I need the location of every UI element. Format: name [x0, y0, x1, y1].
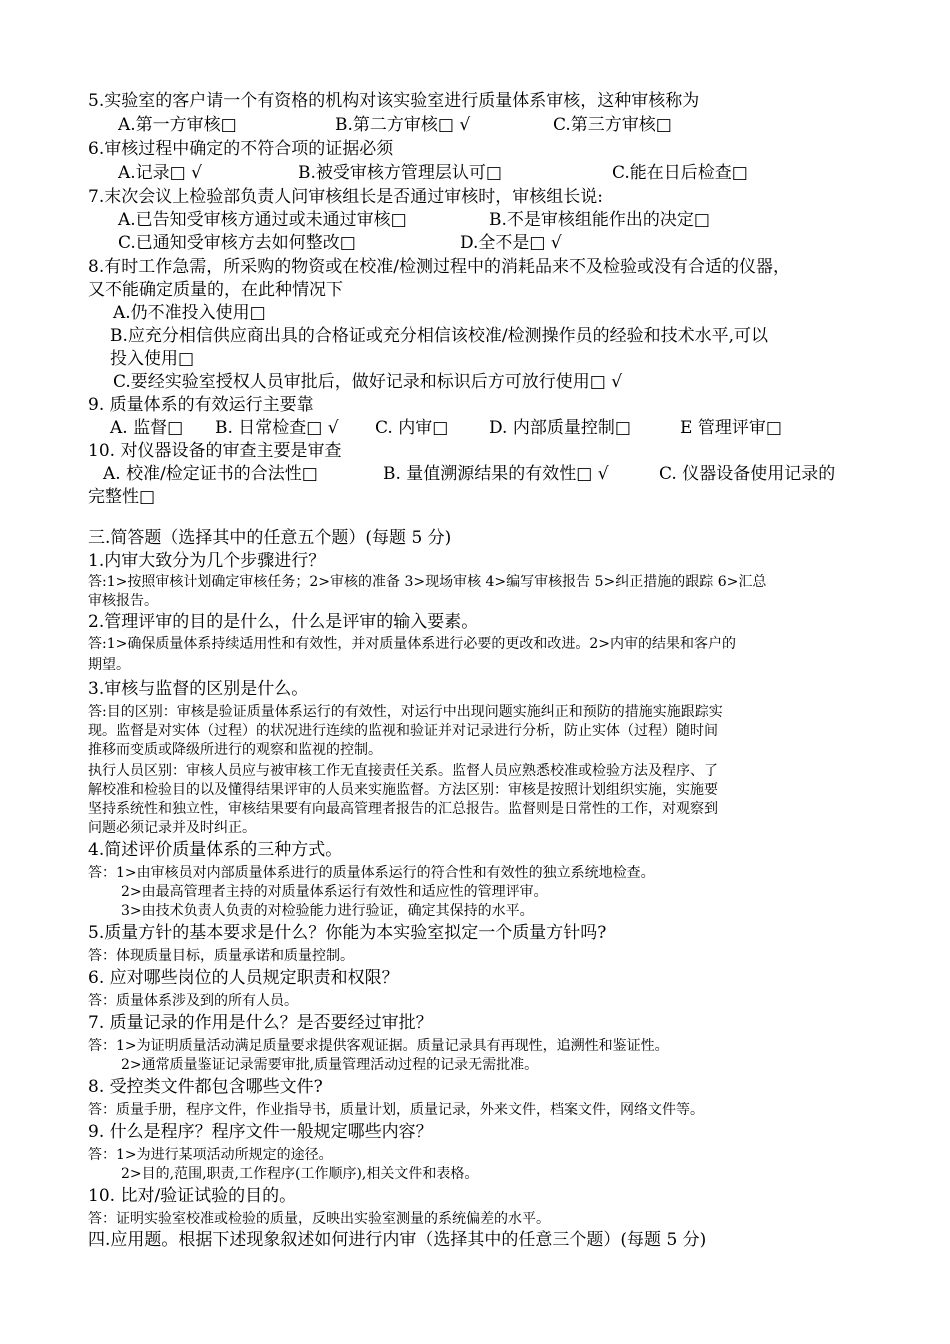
text-line: 答：1>为证明质量活动满足质量要求提供客观证据。质量记录具有再现性，追溯性和鉴证性。: [88, 1038, 669, 1054]
text-line: 坚持系统性和独立性，审核结果要有向最高管理者报告的汇总报告。监督则是日常性的工作，对观察到: [88, 801, 718, 817]
text-line: A.已告知受审核方通过或未通过审核□: [118, 210, 407, 230]
text-line: 7.末次会议上检验部负责人问审核组长是否通过审核时，审核组长说:: [88, 187, 603, 207]
text-line: 答:1>按照审核计划确定审核任务；2>审核的准备 3>现场审核 4>编写审核报告 5>纠正措施的跟踪 6>汇总: [88, 574, 767, 590]
text-line: 投入使用□: [110, 349, 195, 369]
text-line: 6.审核过程中确定的不符合项的证据必须: [88, 139, 394, 159]
text-line: C.第三方审核□: [553, 115, 672, 135]
text-line: 9. 什么是程序？程序文件一般规定哪些内容？: [88, 1122, 433, 1142]
text-line: E 管理评审□: [680, 418, 782, 438]
text-line: 答：1>为进行某项活动所规定的途径。: [88, 1147, 333, 1163]
text-line: C.已通知受审核方去如何整改□: [118, 233, 356, 253]
text-line: C. 仪器设备使用记录的: [659, 464, 836, 484]
text-line: 问题必须记录并及时纠正。: [88, 820, 256, 836]
text-line: 2>通常质量鉴证记录需要审批,质量管理活动过程的记录无需批准。: [121, 1057, 539, 1073]
text-line: 2>由最高管理者主持的对质量体系运行有效性和适应性的管理评审。: [121, 884, 548, 900]
text-line: 审核报告。: [88, 593, 158, 609]
text-line: 5.质量方针的基本要求是什么？你能为本实验室拟定一个质量方针吗?: [88, 923, 607, 943]
text-line: 7. 质量记录的作用是什么？是否要经过审批？: [88, 1013, 433, 1033]
text-line: A. 校准/检定证书的合法性□: [103, 464, 318, 484]
text-line: A.第一方审核□: [118, 115, 237, 135]
text-line: 答：质量手册，程序文件，作业指导书，质量计划，质量记录，外来文件，档案文件，网络文件等。: [88, 1102, 704, 1118]
text-line: 5.实验室的客户请一个有资格的机构对该实验室进行质量体系审核，这种审核称为: [88, 91, 700, 111]
text-line: 3>由技术负责人负责的对检验能力进行验证，确定其保持的水平。: [121, 903, 534, 919]
text-line: 6. 应对哪些岗位的人员规定职责和权限？: [88, 968, 399, 988]
text-line: A.记录□ √: [118, 163, 202, 183]
text-line: A.仍不准投入使用□: [113, 303, 266, 323]
text-line: 完整性□: [88, 487, 156, 507]
text-line: 答：证明实验室校准或检验的质量，反映出实验室测量的系统偏差的水平。: [88, 1211, 550, 1227]
text-line: C. 内审□: [375, 418, 449, 438]
text-line: 答：1>由审核员对内部质量体系进行的质量体系运行的符合性和有效性的独立系统地检查。: [88, 865, 655, 881]
text-line: 解校准和检验目的以及懂得结果评审的人员来实施监督。方法区别：审核是按照计划组织实施，实施要: [88, 782, 718, 798]
text-line: C.能在日后检查□: [612, 163, 748, 183]
text-line: 推移而变质或降级所进行的观察和监视的控制。: [88, 742, 382, 758]
text-line: 2.管理评审的目的是什么，什么是评审的输入要素。: [88, 612, 479, 632]
text-line: 9. 质量体系的有效运行主要靠: [88, 395, 314, 415]
text-line: 8. 受控类文件都包含哪些文件?: [88, 1077, 323, 1097]
text-line: D. 内部质量控制□: [489, 418, 631, 438]
text-line: 执行人员区别：审核人员应与被审核工作无直接责任关系。监督人员应熟悉校准或检验方法及程序、了: [88, 763, 718, 779]
text-line: 答：质量体系涉及到的所有人员。: [88, 993, 298, 1009]
text-line: B.应充分相信供应商出具的合格证或充分相信该校准/检测操作员的经验和技术水平,可以: [110, 326, 769, 346]
text-line: 3.审核与监督的区别是什么。: [88, 679, 309, 699]
text-line: 答:目的区别：审核是验证质量体系运行的有效性，对运行中出现问题实施纠正和预防的措施实施跟踪实: [88, 704, 723, 720]
text-line: 1.内审大致分为几个步骤进行？: [88, 551, 326, 571]
text-line: 10. 对仪器设备的审查主要是审查: [88, 441, 342, 461]
text-line: 4.简述评价质量体系的三种方式。: [88, 840, 343, 860]
text-line: B.被受审核方管理层认可□: [298, 163, 502, 183]
text-line: 现。监督是对实体（过程）的状况进行连续的监视和验证并对记录进行分析，防止实体（过程）随时间: [88, 723, 718, 739]
text-line: 三.简答题（选择其中的任意五个题）(每题 5 分): [88, 528, 452, 548]
text-line: 期望。: [88, 657, 130, 673]
text-line: 2>目的,范围,职责,工作程序(工作顺序),相关文件和表格。: [121, 1166, 479, 1182]
text-line: 答：体现质量目标，质量承诺和质量控制。: [88, 948, 354, 964]
text-line: B.第二方审核□ √: [335, 115, 471, 135]
text-line: B. 量值溯源结果的有效性□ √: [383, 464, 609, 484]
text-line: 答:1>确保质量体系持续适用性和有效性，并对质量体系进行必要的更改和改进。2>内审的结果和客户的: [88, 636, 736, 652]
text-line: 10. 比对/验证试验的目的。: [88, 1186, 297, 1206]
text-line: 又不能确定质量的，在此种情况下: [88, 280, 343, 300]
text-line: C.要经实验室授权人员审批后，做好记录和标识后方可放行使用□ √: [113, 372, 623, 392]
text-line: D.全不是□ √: [460, 233, 562, 253]
text-line: B.不是审核组能作出的决定□: [489, 210, 710, 230]
text-line: 8.有时工作急需，所采购的物资或在校准/检测过程中的消耗品来不及检验或没有合适的仪器，: [88, 257, 790, 277]
text-line: A. 监督□: [110, 418, 184, 438]
text-line: B. 日常检查□ √: [215, 418, 339, 438]
text-line: 四.应用题。根据下述现象叙述如何进行内审（选择其中的任意三个题）(每题 5 分): [88, 1230, 707, 1250]
